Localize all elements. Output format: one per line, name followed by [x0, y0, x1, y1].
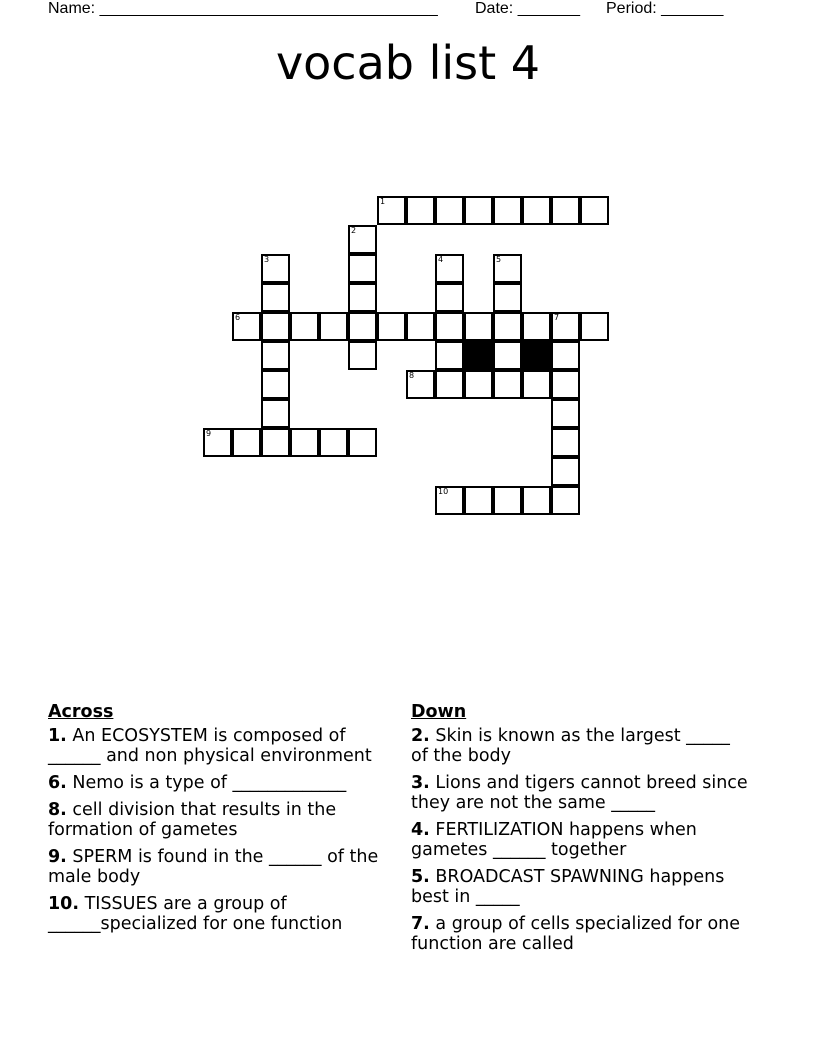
clue-number-label: 2 — [351, 226, 357, 235]
clue-number: 10. — [48, 894, 80, 914]
grid-cell[interactable] — [551, 196, 580, 225]
clue-text: a group of cells specialized for one function are called — [411, 914, 741, 954]
grid-cell[interactable] — [203, 428, 232, 457]
grid-cell[interactable] — [261, 428, 290, 457]
grid-cell[interactable] — [435, 486, 464, 515]
grid-cell[interactable] — [464, 370, 493, 399]
across-clues — [48, 702, 398, 941]
grid-cell[interactable] — [551, 428, 580, 457]
grid-cell[interactable] — [290, 428, 319, 457]
clue-number: 2. — [411, 726, 430, 746]
down-heading: Down — [411, 702, 467, 722]
clue-number: 7. — [411, 914, 430, 934]
clue-across — [48, 847, 398, 887]
grid-cell[interactable] — [551, 457, 580, 486]
clue-number: 4. — [411, 820, 430, 840]
clue-number-label: 9 — [206, 429, 212, 438]
grid-cell[interactable] — [348, 312, 377, 341]
clue-text: Skin is known as the largest _____ of the body — [411, 726, 730, 766]
grid-cell[interactable] — [261, 283, 290, 312]
grid-cell[interactable] — [406, 370, 435, 399]
grid-cell[interactable] — [435, 254, 464, 283]
grid-cell[interactable] — [290, 312, 319, 341]
grid-cell[interactable] — [319, 428, 348, 457]
clue-down — [411, 867, 751, 907]
clue-down — [411, 820, 751, 860]
grid-cell[interactable] — [319, 312, 348, 341]
grid-cell[interactable] — [261, 254, 290, 283]
grid-cell[interactable] — [464, 196, 493, 225]
clue-text: FERTILIZATION happens when gametes ______ together — [411, 820, 697, 860]
clue-text: Nemo is a type of _____________ — [72, 773, 347, 793]
grid-cell[interactable] — [522, 196, 551, 225]
clue-text: An ECOSYSTEM is composed of ______ and non physical environment — [48, 726, 372, 766]
grid-cell[interactable] — [551, 341, 580, 370]
grid-cell[interactable] — [348, 225, 377, 254]
clue-across — [48, 726, 398, 766]
grid-cell[interactable] — [348, 283, 377, 312]
clue-text: cell division that results in the formation of gametes — [48, 800, 337, 840]
clue-number: 3. — [411, 773, 430, 793]
clue-number-label: 8 — [409, 371, 415, 380]
clue-number-label: 7 — [554, 313, 560, 322]
grid-cell[interactable] — [377, 196, 406, 225]
grid-cell[interactable] — [493, 341, 522, 370]
grid-cell[interactable] — [580, 312, 609, 341]
clue-number-label: 1 — [380, 197, 386, 206]
grid-cell[interactable] — [522, 370, 551, 399]
grid-cell[interactable] — [493, 196, 522, 225]
grid-cell[interactable] — [232, 312, 261, 341]
grid-cell[interactable] — [493, 370, 522, 399]
grid-cell[interactable] — [522, 486, 551, 515]
clue-number-label: 5 — [496, 255, 502, 264]
black-cell — [522, 341, 551, 370]
clue-across — [48, 773, 398, 793]
clue-number: 6. — [48, 773, 67, 793]
clue-across — [48, 800, 398, 840]
grid-cell[interactable] — [493, 254, 522, 283]
grid-cell[interactable] — [261, 370, 290, 399]
clue-text: TISSUES are a group of ______specialized for one function — [48, 894, 343, 934]
clue-text: Lions and tigers cannot breed since they are not the same _____ — [411, 773, 748, 813]
grid-cell[interactable] — [493, 312, 522, 341]
grid-cell[interactable] — [493, 283, 522, 312]
grid-cell[interactable] — [435, 196, 464, 225]
grid-cell[interactable] — [377, 312, 406, 341]
grid-cell[interactable] — [348, 341, 377, 370]
clue-number-label: 3 — [264, 255, 270, 264]
clue-number-label: 10 — [438, 487, 449, 496]
page-title: vocab list 4 — [275, 36, 541, 90]
grid-cell[interactable] — [493, 486, 522, 515]
date-field[interactable]: Date: _______ — [475, 0, 580, 17]
grid-cell[interactable] — [435, 283, 464, 312]
grid-cell[interactable] — [464, 486, 493, 515]
grid-cell[interactable] — [464, 312, 493, 341]
clue-across — [48, 894, 398, 934]
clue-down — [411, 773, 751, 813]
grid-cell[interactable] — [348, 428, 377, 457]
grid-cell[interactable] — [580, 196, 609, 225]
grid-cell[interactable] — [522, 312, 551, 341]
clue-number: 5. — [411, 867, 430, 887]
clue-text: SPERM is found in the ______ of the male body — [48, 847, 379, 887]
clue-number: 8. — [48, 800, 67, 820]
grid-cell[interactable] — [406, 196, 435, 225]
clue-down — [411, 726, 751, 766]
across-heading: Across — [48, 702, 114, 722]
clue-number: 9. — [48, 847, 67, 867]
clue-down — [411, 914, 751, 954]
grid-cell[interactable] — [348, 254, 377, 283]
grid-cell[interactable] — [261, 312, 290, 341]
name-field[interactable]: Name: ______________________________________ — [48, 0, 438, 17]
grid-cell[interactable] — [406, 312, 435, 341]
clue-number: 1. — [48, 726, 67, 746]
grid-cell[interactable] — [551, 486, 580, 515]
down-clues — [411, 702, 751, 961]
grid-cell[interactable] — [261, 399, 290, 428]
grid-cell[interactable] — [551, 312, 580, 341]
clue-number-label: 4 — [438, 255, 444, 264]
grid-cell[interactable] — [435, 312, 464, 341]
clue-text: BROADCAST SPAWNING happens best in _____ — [411, 867, 725, 907]
grid-cell[interactable] — [551, 370, 580, 399]
grid-cell[interactable] — [435, 370, 464, 399]
grid-cell[interactable] — [551, 399, 580, 428]
black-cell — [464, 341, 493, 370]
grid-cell[interactable] — [435, 341, 464, 370]
period-field[interactable]: Period: _______ — [606, 0, 724, 17]
clue-number-label: 6 — [235, 313, 241, 322]
grid-cell[interactable] — [232, 428, 261, 457]
grid-cell[interactable] — [261, 341, 290, 370]
